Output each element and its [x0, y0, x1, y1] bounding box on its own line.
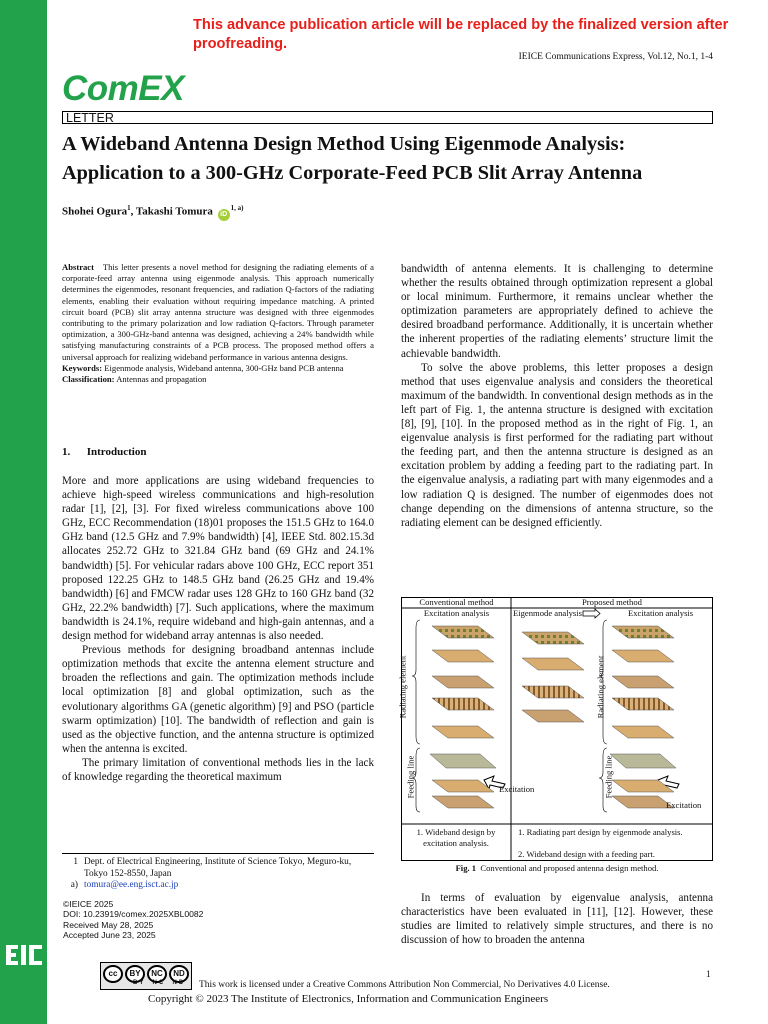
footnotes [62, 857, 374, 892]
right-column-body [401, 262, 713, 530]
doi[interactable]: DOI: 10.23919/comex.2025XBL0082 [63, 909, 204, 920]
radiating-element-label: Radiating element [397, 655, 408, 719]
prop-step-note: 1. Radiating part design by eigenmode analysis. [518, 827, 683, 837]
paragraph: bandwidth of antenna elements. It is challenging to determine whether the results obtained through optimization represent a global or local minimum. Furthermore, it remains unclear whether the optimization parameters are appropriately defined to achieve the desired broadband performance. Additionally, it is uncertain whether the inherent properties of the radiating elements’ structure limit the achievable bandwidth. [401, 263, 713, 360]
classification-label: Classification: [62, 374, 115, 385]
copyright-ieice: ©IEICE 2025 [63, 899, 114, 909]
footnote-mark: 1 [73, 857, 78, 867]
orcid-icon[interactable]: iD [218, 209, 230, 221]
figure-diagram [402, 598, 712, 860]
cc-labels: BY NC ND [133, 980, 186, 986]
section-heading: 1. Introduction [62, 446, 147, 458]
right-column-continued [401, 891, 713, 947]
eigenmode-label: Eigenmode analysis [513, 608, 582, 618]
conv-excitation-label: Excitation analysis [423, 608, 490, 618]
feeding-line-label: Feeding line [405, 755, 416, 799]
prop-method-header: Proposed method [582, 597, 642, 607]
nd-icon: ND [169, 965, 189, 983]
by-icon: BY [125, 965, 145, 983]
affiliation-mark: 1 [127, 204, 131, 212]
footnote-mark: a) [70, 880, 78, 890]
classification-text: Antennas and propagation [116, 374, 207, 385]
green-sidebar [0, 0, 47, 1024]
left-column-body [62, 474, 374, 784]
eic-logo [4, 944, 44, 966]
paragraph: The primary limitation of conventional methods lies in the lack of knowledge regarding the theoretical maximum [62, 756, 374, 783]
accepted-date: Accepted June 23, 2025 [63, 929, 156, 940]
abstract-block [62, 262, 374, 385]
eig-stack [522, 632, 584, 722]
figure-caption [401, 863, 713, 873]
advance-publication-notice: This advance publication article will be replaced by the finalized version after proofreading. [193, 17, 729, 52]
paragraph: Previous methods for designing broadband antennas include optimization methods that excite the antenna element structure and broaden the reflections and gain. The optimization methods include local optimization [8] and global optimization, such as the evolutionary algorithms GA (genetic algorithm) [9] and PSO (particle swarm optimization) [10]. The bandwidth of reflection and gain is used as the objective function, and the antenna structure is optimized when the antenna is excited. [62, 644, 374, 755]
affiliation-text: Dept. of Electrical Engineering, Institute of Science Tokyo, Meguro-ku, Tokyo 152-8550, Japan [84, 857, 352, 879]
author-name: Shohei Ogura [62, 205, 128, 218]
cc-icon: cc [103, 965, 123, 983]
author-separator: , [130, 205, 136, 218]
comex-logo: ComEX [62, 69, 184, 108]
copyright-line: Copyright © 2023 The Institute of Electronics, Information and Communication Engineers [148, 993, 549, 1005]
radiating-element-label: Radiating element [595, 655, 606, 719]
paper-title: A Wideband Antenna Design Method Using Eigenmode Analysis: Application to a 300-GHz Corporate-Feed PCB Slit Array Antenna [62, 133, 643, 184]
abstract-label: Abstract [62, 262, 94, 272]
publication-metadata [63, 899, 203, 940]
abstract-text: This letter presents a novel method for designing the radiating elements of a corporate-feed array antenna using eigenmode analysis. This approach numerically determines the eigenmodes, resonant frequencies, and radiation Q-factors of the radiating elements, enabling their evaluation without requiring impedance matching. A printed circuit board (PCB) slit array antenna structure was designed with three eigenmodes contributing to the primary polarization and low radiation Q-factors. Through parameter optimization, a 300-GHz-band antenna was designed, achieving a 24% bandwidth while satisfying manufacturing constraints of a PCB process. The proposed method offers a universal approach for realizing wideband performance in various antenna designs. [62, 262, 374, 362]
page-number: 1 [706, 970, 711, 980]
affiliation-mark: 1, a) [230, 204, 244, 212]
keywords-text: Eigenmode analysis, Wideband antenna, 300-GHz band PCB antenna [104, 362, 344, 373]
author-name: Takashi Tomura [135, 205, 213, 218]
author-line [62, 204, 243, 221]
paragraph: In terms of evaluation by eigenvalue analysis, antenna characteristics have been evaluated in [11], [12]. However, these studies are limited to relatively simple structures, and there is no discussion of how to broaden the antenna [401, 892, 713, 947]
nc-icon: NC [147, 965, 167, 983]
excitation-label: Excitation [499, 784, 535, 794]
figure-1 [397, 597, 713, 861]
conv-step-note: 1. Wideband design by excitation analysis. [416, 827, 496, 848]
figure-label: Fig. 1 [455, 863, 477, 873]
journal-reference: IEICE Communications Express, Vol.12, No.1, 1-4 [518, 52, 713, 62]
excitation-label: Excitation [666, 800, 702, 810]
license-text: This work is licensed under a Creative Commons Attribution Non Commercial, No Derivatives 4.0 License. [199, 980, 610, 990]
prop-step-note: 2. Wideband design with a feeding part. [518, 849, 655, 859]
keywords-label: Keywords: [62, 362, 103, 373]
article-type-label: LETTER [62, 111, 713, 124]
caption-text: Conventional and proposed antenna design method. [480, 863, 659, 873]
received-date: Received May 28, 2025 [63, 919, 154, 930]
creative-commons-badge[interactable] [100, 962, 192, 990]
paragraph: More and more applications are using wideband frequencies to achieve high-speed wireless communications and high-resolution radar [1], [2], [3]. For fixed wireless communications above 100 GHz, ECC Recommendation (18)01 proposes the 151.5 GHz to 164.0 GHz band (12.5 GHz and 7.9% bandwidth) [4], IEEE Std. 802.15.3d allocates 252.72 GHz to 321.84 GHz band (69 GHz and 24.1% bandwidth) [5]. For vehicular radars above 100 GHz, ECC report 351 proposed 122.25 GHz to 148.5 GHz band (26.25 GHz and 19.4% bandwidth) [6] and FMCW radar uses 128 GHz to 160 GHz band (32 GHz, 22.2% bandwidth) [7]. Such applications, where the maximum bandwidth is 24.1%, require wideband and high-gain antennas, and a design method for wideband array antennas is also needed. [62, 475, 374, 643]
email-link[interactable]: tomura@ee.eng.isct.ac.jp [84, 880, 179, 890]
footnote-rule [62, 853, 374, 854]
feeding-line-label: Feeding line [603, 755, 614, 799]
conv-method-header: Conventional method [419, 597, 494, 607]
paragraph: To solve the above problems, this letter proposes a design method that uses eigenvalue analysis and considers the theoretical maximum of the bandwidth. In conventional design methods as in the left part of Fig. 1, the antenna structure is designed with excitation [8], [9], [10]. In the proposed method as in the right of Fig. 1, an eigenvalue analysis is first performed for the radiating part without the feeding part, and then the antenna structure is designed as an excitation problem by adding a feeding part to the radiating part. In the eigenvalue analysis, a radiating part with many eigenmodes and a low radiation Q is designed. The number of eigenmodes does not change depending on the dimensions of antenna structure, so the radiating element can be designed efficiently. [401, 361, 713, 529]
prop-excitation-label: Excitation analysis [628, 608, 694, 618]
